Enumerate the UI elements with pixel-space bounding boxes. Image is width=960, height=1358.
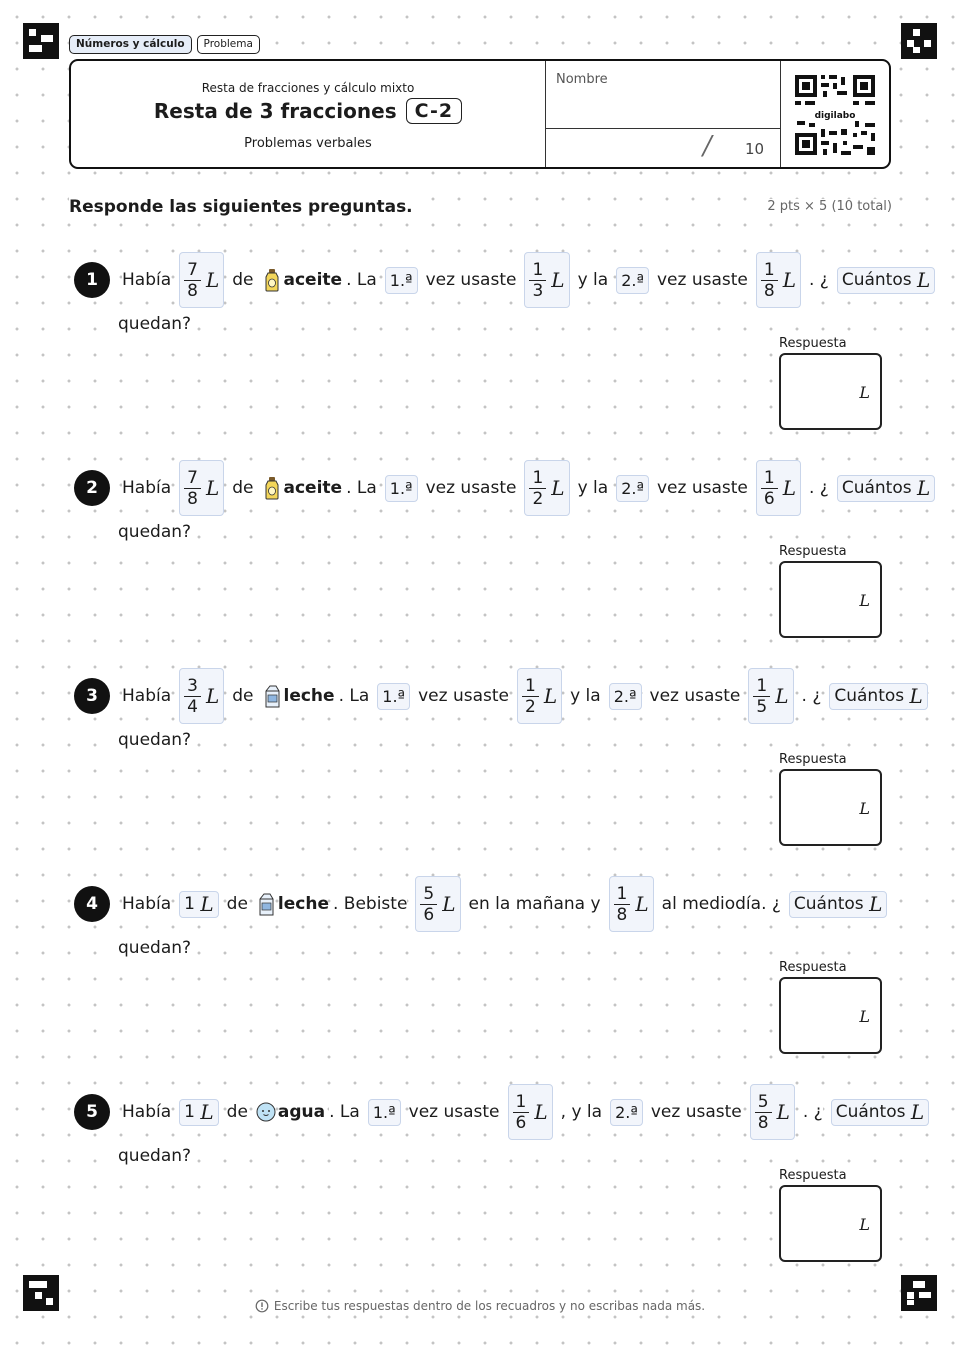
corner-marker-top-right [901, 23, 937, 59]
text-quedan: quedan? [118, 1146, 192, 1166]
whole-value: 1 [184, 1102, 195, 1122]
denominator: 6 [515, 1112, 527, 1133]
answer-label: Respuesta [779, 960, 847, 975]
answer-unit: L [859, 799, 870, 818]
whole-start [179, 1099, 219, 1126]
answer-label: Respuesta [779, 336, 847, 351]
problem-number: 3 [74, 678, 110, 714]
denominator: 8 [187, 280, 198, 301]
text-y-la: y la [570, 686, 601, 706]
answer-box[interactable] [779, 977, 882, 1054]
text-vez-usaste: vez usaste [657, 478, 748, 498]
text-de: de [232, 686, 254, 706]
text-de: de [232, 270, 254, 290]
numerator: 7 [184, 468, 201, 489]
denominator: 2 [532, 488, 544, 509]
ordinal-second: 2.ª [616, 267, 649, 294]
text-question-open: . ¿ [809, 478, 829, 498]
text-mediodia: al mediodía. ¿ [661, 894, 781, 914]
unit: L [543, 684, 558, 708]
water-drop-icon [256, 1100, 276, 1124]
denominator: 2 [524, 696, 536, 717]
item-name: aceite [283, 478, 343, 498]
unit: L [205, 684, 220, 708]
answer-box[interactable] [779, 561, 882, 638]
fraction-start [179, 668, 224, 724]
problem-number: 5 [74, 1094, 110, 1130]
fraction-second [756, 252, 801, 308]
problem-statement [118, 663, 932, 729]
denominator: 5 [756, 696, 768, 717]
fraction-first [524, 460, 569, 516]
answer-box[interactable] [779, 769, 882, 846]
header-title-block [71, 61, 546, 167]
ordinal-second: 2.ª [609, 683, 642, 710]
text-manana: en la mañana y [468, 894, 601, 914]
milk-carton-icon [256, 892, 276, 916]
item-name: agua [277, 1102, 326, 1122]
problem-number: 4 [74, 886, 110, 922]
text-de: de [232, 478, 254, 498]
text-y-la: y la [577, 270, 609, 290]
cuantos-box [837, 267, 935, 294]
text-habia: Había [122, 270, 172, 290]
text-habia: Había [122, 478, 172, 498]
denominator: 3 [532, 280, 544, 301]
name-label: Nombre [556, 72, 608, 87]
text-quedan: quedan? [118, 938, 192, 958]
unit: L [909, 684, 923, 708]
header-subtitle: Resta de fracciones y cálculo mixto [201, 81, 415, 95]
numerator: 1 [513, 1092, 530, 1113]
answer-label: Respuesta [779, 544, 847, 559]
name-field[interactable] [546, 61, 781, 129]
unit: L [917, 268, 931, 292]
answer-unit: L [859, 591, 870, 610]
fraction-second [609, 876, 654, 932]
numerator: 1 [761, 468, 778, 489]
text-question-open: . ¿ [802, 1102, 823, 1122]
unit: L [200, 1100, 214, 1124]
text-la: . La [338, 686, 370, 706]
unit: L [200, 892, 214, 916]
footer [0, 1299, 960, 1313]
denominator: 4 [187, 696, 198, 717]
corner-marker-top-left [23, 23, 59, 59]
denominator: 8 [187, 488, 198, 509]
points-info: 2 pts × 5 (10 total) [767, 199, 892, 214]
fraction-first [524, 252, 569, 308]
worksheet-code: C-2 [406, 98, 463, 124]
text-vez-usaste: vez usaste [650, 1102, 742, 1122]
header-title-row [71, 98, 545, 124]
cuantos-box [789, 891, 887, 918]
fraction-second [748, 668, 793, 724]
ordinal-first: 1.ª [385, 475, 418, 502]
ordinal-second: 2.ª [616, 475, 649, 502]
problem-3 [0, 663, 960, 863]
problem-statement [118, 1079, 933, 1145]
unit: L [551, 476, 565, 500]
score-total: 10 [745, 140, 765, 158]
fraction-second [750, 1084, 795, 1140]
numerator: 5 [420, 884, 437, 905]
denominator: 8 [763, 280, 775, 301]
answer-unit: L [859, 1215, 870, 1234]
text-la: . La [329, 1102, 360, 1122]
answer-box[interactable] [779, 353, 882, 430]
problem-statement [118, 455, 939, 521]
milk-carton-icon [262, 684, 282, 708]
fraction-start [179, 252, 224, 308]
unit: L [442, 892, 456, 916]
ordinal-first: 1.ª [368, 1099, 401, 1126]
page-title: Resta de 3 fracciones [153, 99, 397, 123]
ordinal-first: 1.ª [385, 267, 418, 294]
cuantos-box [831, 1099, 929, 1126]
text-habia: Había [122, 1102, 172, 1122]
unit: L [205, 268, 220, 292]
unit: L [782, 268, 796, 292]
instructions: Responde las siguientes preguntas. [69, 197, 413, 217]
ordinal-second: 2.ª [610, 1099, 643, 1126]
fraction-first [415, 876, 460, 932]
fraction-second [756, 460, 801, 516]
text-cuantos: Cuántos [835, 1102, 906, 1122]
qr-label: digilabo [814, 111, 856, 121]
problem-number: 2 [74, 470, 110, 506]
numerator: 1 [529, 260, 546, 281]
fraction-first [517, 668, 562, 724]
unit: L [551, 268, 565, 292]
footer-note: Escribe tus respuestas dentro de los recuadros y no escribas nada más. [273, 1299, 706, 1313]
denominator: 8 [757, 1112, 769, 1133]
category-tag: Números y cálculo [69, 35, 192, 54]
text-de: de [226, 894, 248, 914]
answer-label: Respuesta [779, 1168, 847, 1183]
unit: L [782, 476, 796, 500]
whole-value: 1 [184, 894, 195, 914]
item-name: leche [277, 894, 329, 914]
denominator: 8 [616, 904, 628, 925]
text-question-open: . ¿ [809, 270, 829, 290]
numerator: 3 [184, 676, 201, 697]
text-habia: Había [122, 686, 172, 706]
problem-4 [0, 871, 960, 1071]
text-vez-usaste: vez usaste [418, 686, 509, 706]
fraction-start [179, 460, 224, 516]
problem-statement [118, 247, 939, 313]
unit: L [205, 476, 220, 500]
qr-code-icon [793, 73, 877, 157]
numerator: 1 [753, 676, 770, 697]
unit: L [917, 476, 931, 500]
text-vez-usaste: vez usaste [649, 686, 741, 706]
header-section: Problemas verbales [244, 136, 372, 151]
answer-label: Respuesta [779, 752, 847, 767]
text-bebiste: . Bebiste [332, 894, 408, 914]
text-question-open: . ¿ [801, 686, 822, 706]
tags [69, 35, 260, 54]
numerator: 1 [614, 884, 631, 905]
text-vez-usaste: vez usaste [425, 270, 517, 290]
fraction-first [508, 1084, 553, 1140]
unit: L [869, 892, 883, 916]
unit: L [775, 684, 789, 708]
text-cuantos: Cuántos [834, 686, 905, 706]
oil-bottle-icon [262, 476, 282, 500]
whole-start [179, 891, 219, 918]
denominator: 6 [423, 904, 435, 925]
text-de: de [226, 1102, 248, 1122]
unit: L [776, 1100, 790, 1124]
score-slash: / [703, 131, 712, 161]
text-cuantos: Cuántos [841, 478, 912, 498]
text-y-la: y la [577, 478, 609, 498]
numerator: 5 [755, 1092, 772, 1113]
unit: L [910, 1100, 925, 1124]
problem-5 [0, 1079, 960, 1279]
text-y-la: , y la [560, 1102, 603, 1122]
text-quedan: quedan? [118, 522, 192, 542]
cuantos-box [837, 475, 935, 502]
info-icon [255, 1299, 269, 1313]
numerator: 1 [529, 468, 546, 489]
problem-1 [0, 247, 960, 447]
text-cuantos: Cuántos [793, 894, 864, 914]
unit: L [635, 892, 649, 916]
type-tag: Problema [197, 35, 260, 54]
cuantos-box [829, 683, 927, 710]
worksheet-header [69, 59, 891, 169]
numerator: 1 [761, 260, 778, 281]
numerator: 7 [184, 260, 201, 281]
text-vez-usaste: vez usaste [408, 1102, 500, 1122]
denominator: 6 [763, 488, 775, 509]
item-name: aceite [283, 270, 343, 290]
text-vez-usaste: vez usaste [425, 478, 517, 498]
answer-unit: L [859, 1007, 870, 1026]
problem-statement [118, 871, 891, 937]
text-habia: Había [122, 894, 172, 914]
oil-bottle-icon [262, 268, 282, 292]
numerator: 1 [522, 676, 539, 697]
problem-number: 1 [74, 262, 110, 298]
text-vez-usaste: vez usaste [657, 270, 748, 290]
text-la: . La [346, 478, 377, 498]
text-quedan: quedan? [118, 730, 192, 750]
item-name: leche [283, 686, 335, 706]
text-cuantos: Cuántos [841, 270, 912, 290]
problem-2 [0, 455, 960, 655]
answer-box[interactable] [779, 1185, 882, 1262]
text-quedan: quedan? [118, 314, 192, 334]
ordinal-first: 1.ª [377, 683, 410, 710]
answer-unit: L [859, 383, 870, 402]
score-field[interactable] [546, 129, 781, 167]
text-la: . La [346, 270, 377, 290]
unit: L [534, 1100, 548, 1124]
